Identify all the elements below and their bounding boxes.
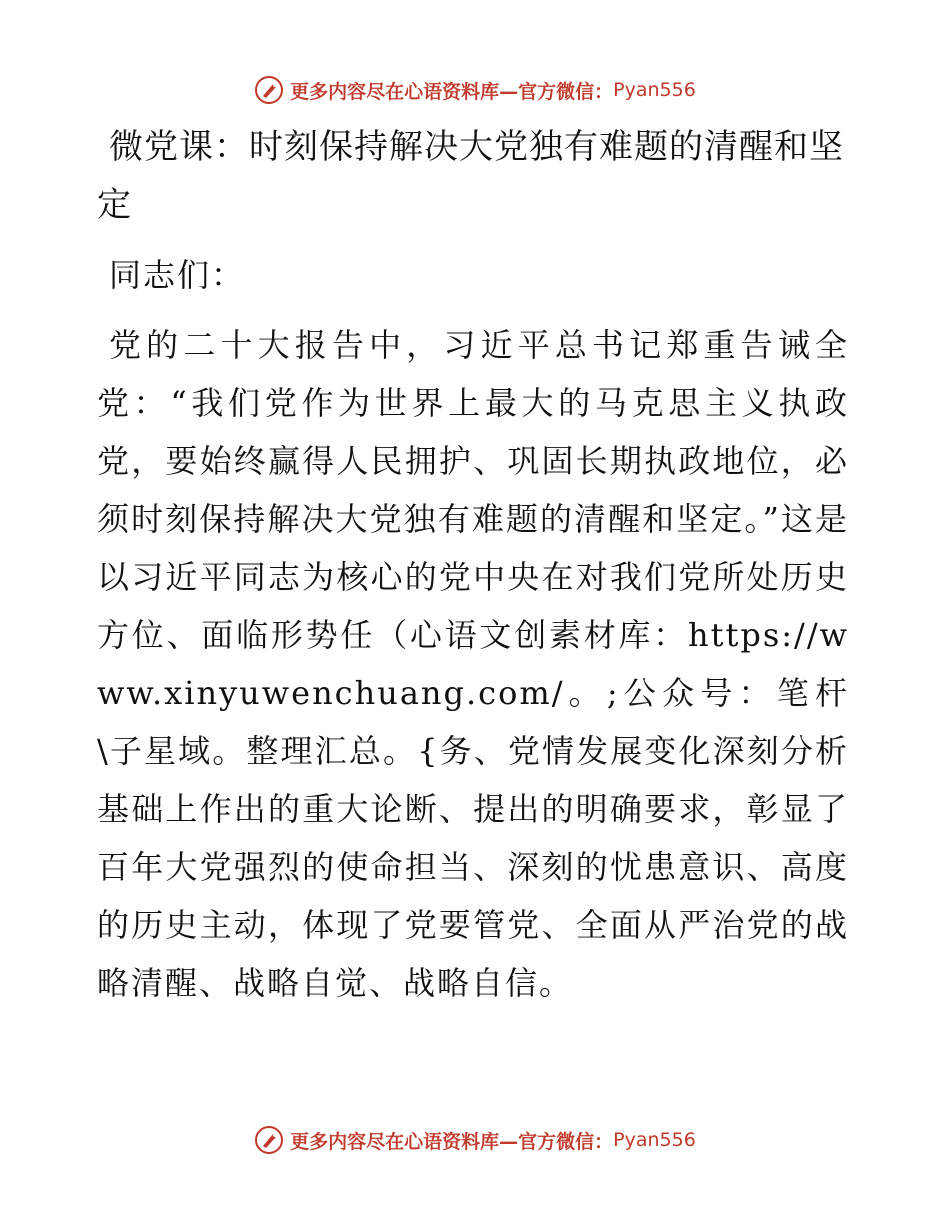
greeting: 同志们： <box>109 256 246 294</box>
header-watermark <box>0 70 950 110</box>
header-wechat-id: Pyan556 <box>613 79 696 101</box>
pen-nib-logo-icon <box>254 75 284 105</box>
footer-watermark-text: 更多内容尽在心语资料库—官方微信： <box>290 1130 614 1153</box>
footer-watermark <box>0 1120 950 1160</box>
footer-wechat-id: Pyan556 <box>613 1129 696 1151</box>
document-title: 微党课：时刻保持解决大党独有难题的清醒和坚定 <box>97 127 844 225</box>
body-paragraph: 党的二十大报告中，习近平总书记郑重告诫全党：“我们党作为世界上最大的马克思主义执政党，要始终赢得人民拥护、巩固长期执政地位，必须时刻保持解决大党独有难题的清醒和坚定。”这是以习近平同志为核心的党中央在对我们党所处历史方位、面临形势任（心语文创素材库：https://www.xinyuwenchuang.com/。;公众号：笔杆\子星域。整理汇总。{务、党情发展变化深刻分析基础上作出的重大论断、提出的明确要求，彰显了百年大党强烈的使命担当、深刻的忧患意识、高度的历史主动，体现了党要管党、全面从严治党的战略清醒、战略自觉、战略自信。 <box>97 326 849 1002</box>
pen-nib-logo-icon <box>254 1125 284 1155</box>
header-watermark-text: 更多内容尽在心语资料库—官方微信： <box>290 80 614 103</box>
document-body <box>97 118 849 1012</box>
